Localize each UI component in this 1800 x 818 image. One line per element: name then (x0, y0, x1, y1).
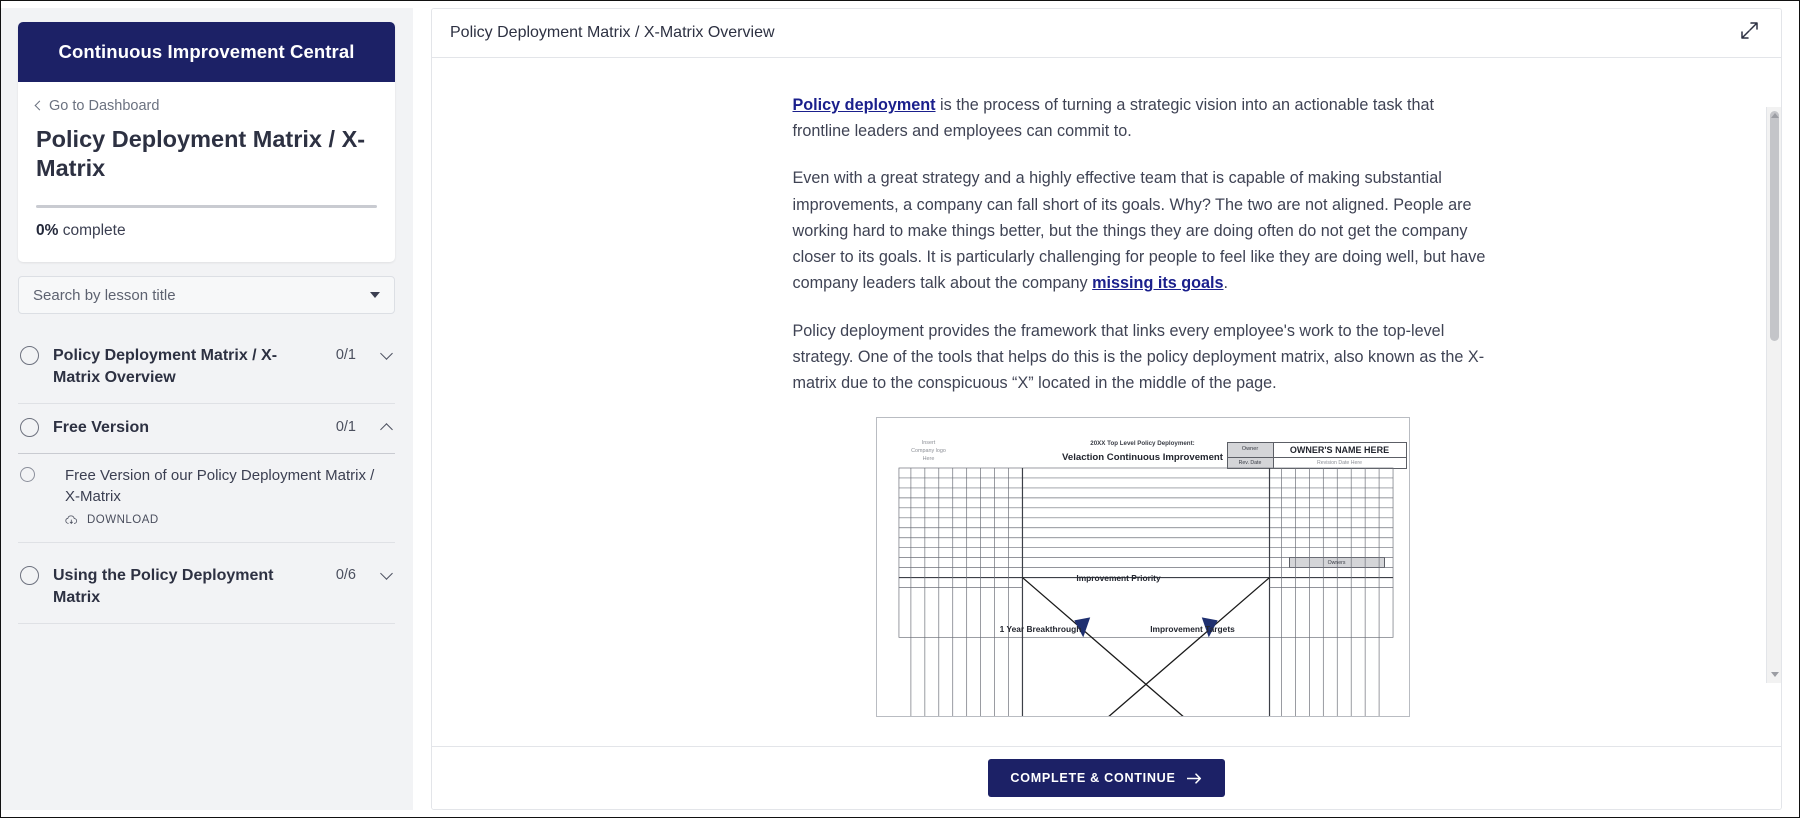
progress-percent: 0% (36, 222, 59, 240)
revision-value: Revision Date Here (1317, 460, 1362, 467)
lesson-text-content (793, 58, 1493, 717)
section-label: Free Version (53, 418, 150, 436)
lesson-footer (432, 746, 1781, 809)
progress-bar (36, 205, 377, 208)
xmatrix-figure (793, 417, 1493, 717)
search-input[interactable] (18, 276, 395, 314)
chevron-down-icon[interactable] (380, 347, 393, 360)
paragraph-3: Policy deployment provides the framework that links every employee's work to the top-level strategy. One of the tools that helps do this is the policy deployment matrix, also known as the X-matrix due to the conspicuous “X” located in the middle of the page. (792, 321, 1485, 393)
page-title: Policy Deployment Matrix / X-Matrix Overview (450, 24, 775, 41)
progress-suffix: complete (58, 222, 126, 240)
arrow-right-icon (1187, 773, 1203, 784)
download-label: DOWNLOAD (87, 514, 159, 527)
owner-block (1227, 442, 1407, 469)
lesson-list (18, 332, 395, 624)
window-top-edge (0, 0, 1800, 8)
missing-its-goals-link[interactable]: missing its goals (1092, 274, 1224, 293)
paragraph-2-b: . (1223, 274, 1228, 293)
progress-label (36, 222, 377, 240)
brand-title: Continuous Improvement Central (18, 22, 395, 82)
section-label: Policy Deployment Matrix / X-Matrix Overview (53, 347, 278, 386)
logo-line-1: Insert (921, 440, 936, 447)
xmatrix-diagram (876, 417, 1410, 717)
policy-deployment-link[interactable]: Policy deployment (792, 96, 936, 114)
xmatrix-grid (885, 466, 1407, 717)
center-label-right: Improvement Targets (1150, 624, 1235, 635)
sidebar-section-overview[interactable] (18, 332, 395, 404)
paragraph-1 (793, 92, 1493, 144)
chevron-down-icon[interactable] (380, 568, 393, 581)
completion-circle-icon (20, 346, 39, 365)
lesson-title: Free Version of our Policy Deployment Matrix / X-Matrix (65, 467, 375, 505)
lesson-meta (65, 514, 393, 526)
course-card (18, 22, 395, 262)
paragraph-2-a: Even with a great strategy and a highly effective team that is capable of making substantial improvements, a company can fall short of its goals. Why? The two are not aligned. People are working hard to make things better, but the things they are doing often do not get the company closer to its goals. It is particularly challenging for people to feel like they are doing well, but have company leaders talk about the company (792, 169, 1486, 293)
section-count: 0/1 (335, 418, 356, 435)
completion-circle-icon (20, 566, 39, 585)
logo-line-2: Company logo (911, 448, 946, 455)
go-to-dashboard-link[interactable] (36, 98, 377, 114)
course-sidebar (0, 8, 413, 810)
lesson-body-scroll[interactable] (432, 58, 1781, 746)
xmatrix-subtitle: 20XX Top Level Policy Deployment: (1090, 440, 1195, 448)
window-bottom-edge (0, 810, 1800, 818)
expand-icon[interactable] (1740, 21, 1759, 45)
course-card-body (18, 82, 395, 262)
logo-line-3: Here (922, 456, 935, 462)
complete-button-label: COMPLETE & CONTINUE (1010, 771, 1176, 785)
center-label-top: Improvement Priority (1076, 573, 1161, 584)
search-placeholder: Search by lesson title (33, 286, 176, 304)
lesson-content-panel (431, 8, 1782, 810)
list-item[interactable] (18, 453, 395, 543)
owner-label: Owner (1228, 443, 1274, 457)
chevron-up-icon[interactable] (380, 423, 393, 436)
course-title: Policy Deployment Matrix / X-Matrix (36, 126, 366, 182)
chevron-down-icon (370, 292, 380, 298)
lesson-header (432, 9, 1781, 58)
lesson-body (49, 466, 393, 526)
owners-band-label: Owners (1289, 557, 1385, 568)
sidebar-section-using-matrix[interactable] (18, 543, 395, 624)
completion-circle-icon (20, 418, 39, 437)
completion-circle-icon (20, 467, 35, 482)
scroll-up-icon[interactable] (1771, 113, 1779, 118)
cloud-download-icon (65, 515, 80, 526)
section-label: Using the Policy Deployment Matrix (53, 567, 274, 606)
content-scrollbar[interactable] (1766, 107, 1781, 683)
paragraph-1-rest: is the process of turning a strategic vision into an actionable task that frontline leaders and employees can commit to. (792, 96, 1435, 141)
center-label-left: 1 Year Breakthrough (999, 624, 1082, 635)
paragraph-2 (793, 165, 1493, 296)
xmatrix-title: Velaction Continuous Improvement (1062, 452, 1223, 464)
owner-row (1228, 443, 1406, 458)
scroll-down-icon[interactable] (1771, 672, 1779, 677)
go-to-dashboard-label: Go to Dashboard (49, 98, 160, 114)
complete-and-continue-button[interactable] (988, 759, 1224, 797)
chevron-left-icon (35, 101, 45, 111)
section-count: 0/1 (335, 347, 356, 364)
section-count: 0/6 (335, 567, 356, 584)
scrollbar-thumb[interactable] (1770, 111, 1779, 341)
owner-value: OWNER'S NAME HERE (1289, 445, 1390, 456)
sidebar-section-free-version[interactable] (18, 404, 395, 453)
revision-label: Rev. Date (1228, 458, 1274, 468)
